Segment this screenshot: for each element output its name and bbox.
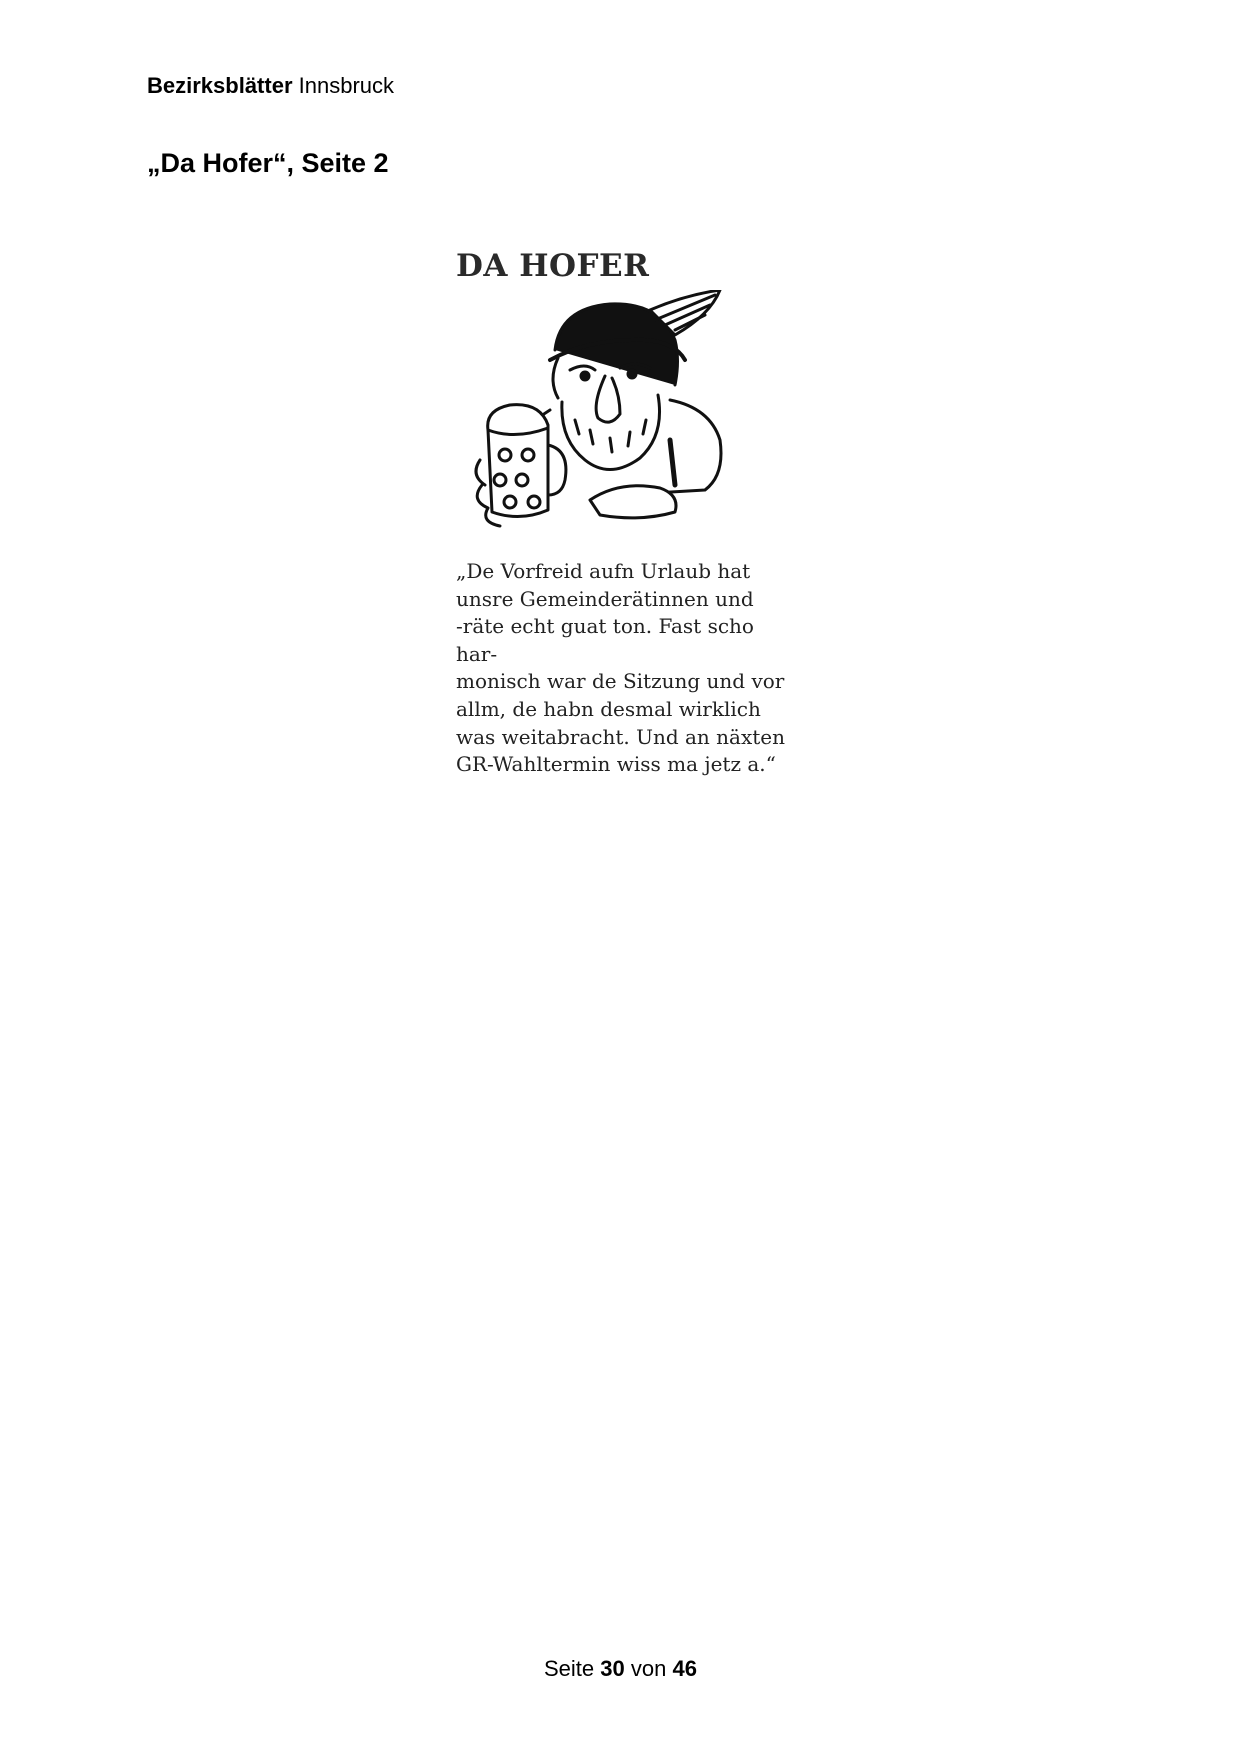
page-number-footer — [0, 1656, 1241, 1682]
total-page-count: 46 — [672, 1656, 697, 1681]
page-title: „Da Hofer“, Seite 2 — [147, 148, 389, 178]
current-page-number: 30 — [600, 1656, 625, 1681]
cartoon-man-with-beer-stein-icon — [470, 290, 760, 552]
column-block — [456, 246, 796, 286]
column-quote: „De Vorfreid aufn Urlaub hat unsre Gemeinderätinnen und -räte echt guat ton. Fast scho har- monisch war de Sitzung und vor allm, de habn desmal wirklich was weitabracht. Und an näxten GR-Wahltermin wiss ma jetz a.“ — [456, 559, 785, 777]
column-heading: DA HOFER — [456, 248, 650, 284]
publication-name: Bezirksblätter — [147, 73, 293, 98]
footer-middle: von — [630, 1656, 667, 1681]
publication-region: Innsbruck — [298, 73, 395, 98]
page-header — [147, 72, 394, 100]
footer-prefix: Seite — [544, 1656, 595, 1681]
